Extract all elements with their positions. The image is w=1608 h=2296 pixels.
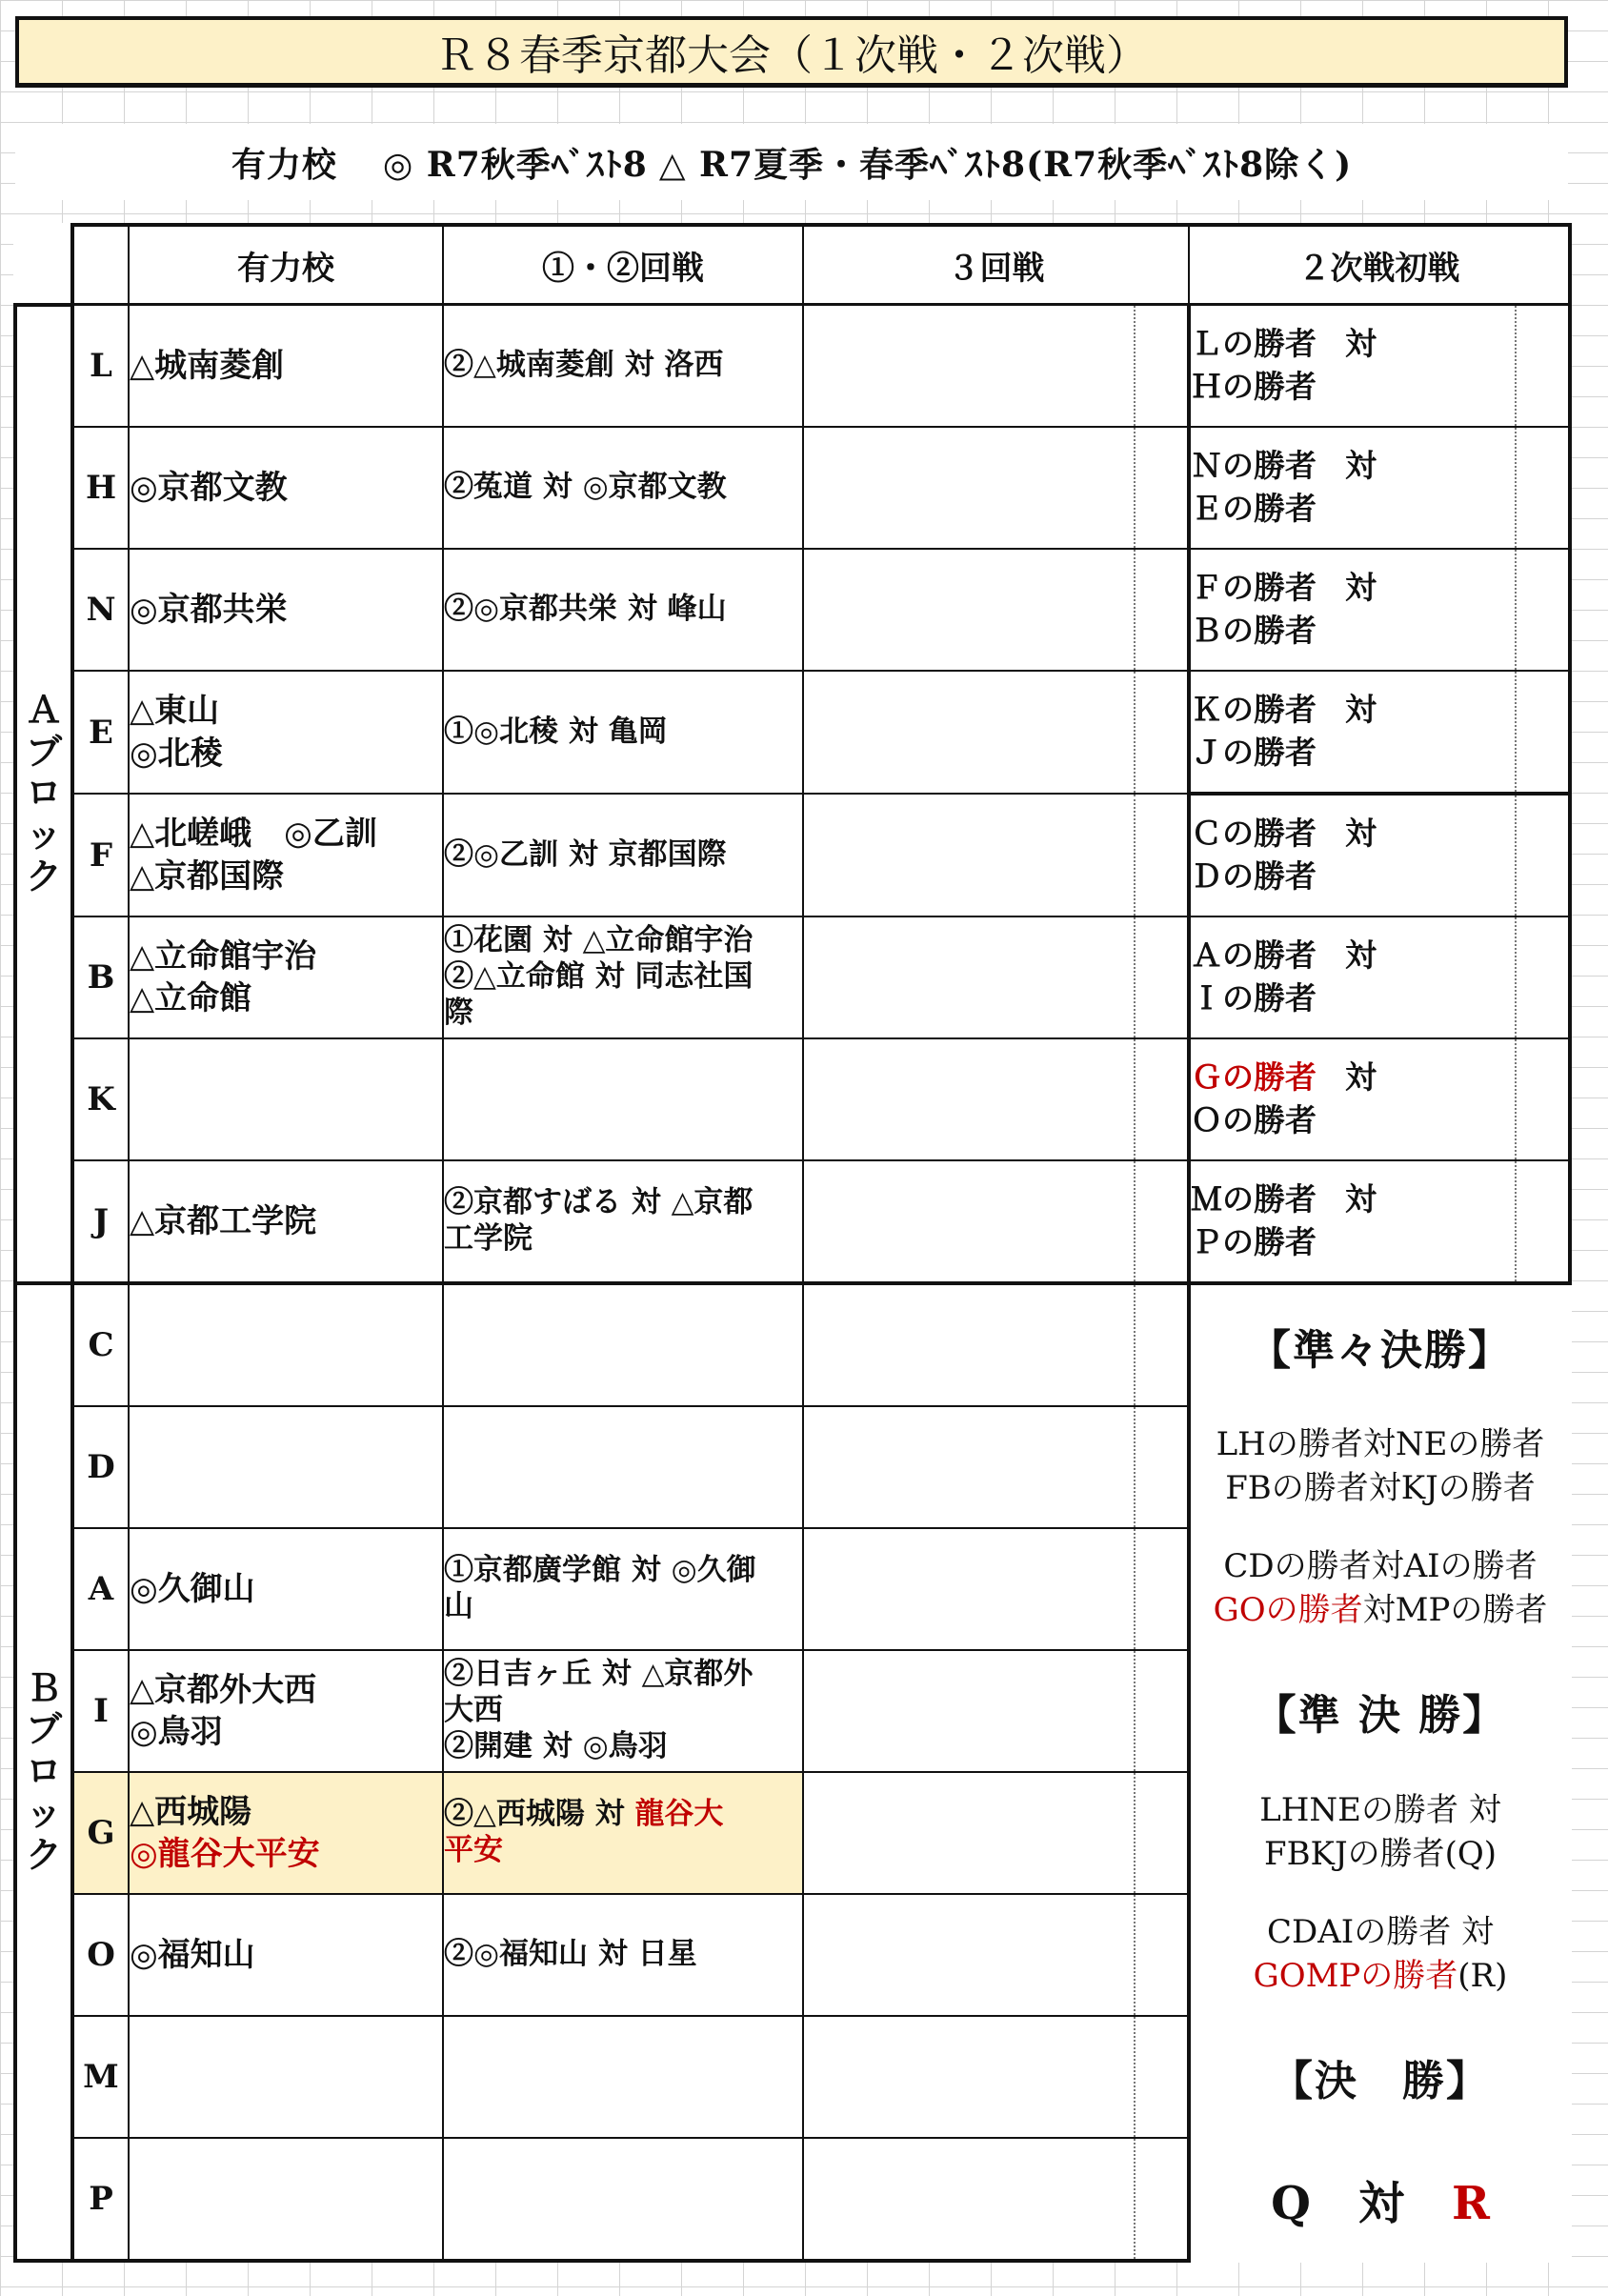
school-cell: ◎久御山 (129, 1528, 443, 1650)
semifinal-match-2: CDAIの勝者 対 GOMPの勝者(R) (1189, 1894, 1570, 2016)
second-round-cell: Ｍの勝者 対 Ｐの勝者 (1189, 1160, 1570, 1283)
match-cell: ②△城南菱創 対 洛西 (443, 305, 803, 428)
quarterfinal-match-1: LHの勝者対NEの勝者 FBの勝者対KJの勝者 (1189, 1406, 1570, 1528)
school-cell (129, 1038, 443, 1160)
header-round3: ３回戦 (803, 225, 1189, 305)
school-cell (129, 2016, 443, 2138)
round3-cell (803, 916, 1189, 1038)
school-cell: ◎福知山 (129, 1894, 443, 2016)
row-letter: D (72, 1406, 129, 1528)
match-cell: ①花園 対 △立命館宇治 ②△立命館 対 同志社国 際 (443, 916, 803, 1038)
row-letter: K (72, 1038, 129, 1160)
match-cell: ②菟道 対 ◎京都文教 (443, 427, 803, 549)
match-cell: ①京都廣学館 対 ◎久御 山 (443, 1528, 803, 1650)
row-letter: J (72, 1160, 129, 1283)
match-cell: ②◎福知山 対 日星 (443, 1894, 803, 2016)
row-letter: I (72, 1650, 129, 1772)
round3-cell (803, 1160, 1189, 1283)
round3-cell (803, 549, 1189, 671)
notice-line (15, 124, 1568, 200)
match-cell (443, 1406, 803, 1528)
row-letter: H (72, 427, 129, 549)
notice-mark2: △ R7夏季・春季ﾍﾞｽﾄ8(R7秋季ﾍﾞｽﾄ8除く) (658, 144, 1353, 185)
row-letter: C (72, 1283, 129, 1406)
round3-cell (803, 427, 1189, 549)
block-b-label: Ｂブロック (15, 1283, 72, 2261)
page-title: Ｒ８春季京都大会（１次戦・２次戦） (15, 16, 1568, 88)
match-cell: ②◎京都共栄 対 峰山 (443, 549, 803, 671)
second-round-cell: Ｆの勝者 対 Ｂの勝者 (1189, 549, 1570, 671)
school-cell: △北嵯峨 ◎乙訓 △京都国際 (129, 794, 443, 916)
quarterfinal-heading: 【準々決勝】 (1189, 1283, 1570, 1406)
row-letter: G (72, 1772, 129, 1894)
match-cell: ②日吉ヶ丘 対 △京都外 大西 ②開建 対 ◎鳥羽 (443, 1650, 803, 1772)
notice-prefix: 有力校 (231, 144, 337, 185)
header-school: 有力校 (129, 225, 443, 305)
round3-cell (803, 794, 1189, 916)
round3-cell (803, 2138, 1189, 2261)
round3-cell (803, 2016, 1189, 2138)
header-round12: ①・②回戦 (443, 225, 803, 305)
block-a-label: Ａブロック (15, 305, 72, 1284)
round3-cell (803, 1406, 1189, 1528)
round3-cell (803, 1038, 1189, 1160)
row-letter: N (72, 549, 129, 671)
row-letter: M (72, 2016, 129, 2138)
match-cell: ①◎北稜 対 亀岡 (443, 671, 803, 794)
match-cell (443, 2138, 803, 2261)
match-cell: ②京都すばる 対 △京都 工学院 (443, 1160, 803, 1283)
row-letter: B (72, 916, 129, 1038)
match-cell: ②◎乙訓 対 京都国際 (443, 794, 803, 916)
round3-cell (803, 305, 1189, 428)
match-cell (443, 2016, 803, 2138)
second-round-cell: Ｎの勝者 対 Ｅの勝者 (1189, 427, 1570, 549)
school-cell: △京都工学院 (129, 1160, 443, 1283)
round3-cell (803, 1894, 1189, 2016)
second-round-cell: Ｌの勝者 対 Ｈの勝者 (1189, 305, 1570, 428)
row-letter: P (72, 2138, 129, 2261)
header-letter (72, 225, 129, 305)
round3-cell (803, 671, 1189, 794)
school-cell (129, 1283, 443, 1406)
second-round-cell: Ｋの勝者 対 Ｊの勝者 (1189, 671, 1570, 794)
final-heading: 【決 勝】 (1189, 2016, 1570, 2138)
second-round-cell: Ａの勝者 対 Ｉの勝者 (1189, 916, 1570, 1038)
final-match: Q 対 R (1189, 2138, 1570, 2261)
semifinal-match-1: LHNEの勝者 対 FBKJの勝者(Q) (1189, 1772, 1570, 1894)
school-cell: △立命館宇治 △立命館 (129, 916, 443, 1038)
header-second-first: ２次戦初戦 (1189, 225, 1570, 305)
header-blank (15, 225, 72, 305)
bracket-table (13, 223, 1572, 2263)
school-cell: △京都外大西 ◎鳥羽 (129, 1650, 443, 1772)
school-cell: △東山 ◎北稜 (129, 671, 443, 794)
row-letter: O (72, 1894, 129, 2016)
round3-cell (803, 1528, 1189, 1650)
match-cell: ②△西城陽 対 龍谷大 平安 (443, 1772, 803, 1894)
school-cell: ◎京都文教 (129, 427, 443, 549)
school-cell: ◎京都共栄 (129, 549, 443, 671)
school-cell: △西城陽 ◎龍谷大平安 (129, 1772, 443, 1894)
row-letter: E (72, 671, 129, 794)
school-cell: △城南菱創 (129, 305, 443, 428)
round3-cell (803, 1650, 1189, 1772)
second-round-cell: Ｇの勝者 対 Ｏの勝者 (1189, 1038, 1570, 1160)
notice-mark1: ◎ R7秋季ﾍﾞｽﾄ8 (382, 144, 648, 185)
second-round-cell: Ｃの勝者 対 Ｄの勝者 (1189, 794, 1570, 916)
school-cell (129, 2138, 443, 2261)
match-cell (443, 1038, 803, 1160)
row-letter: A (72, 1528, 129, 1650)
round3-cell (803, 1283, 1189, 1406)
row-letter: L (72, 305, 129, 428)
quarterfinal-match-2: CDの勝者対AIの勝者 GOの勝者対MPの勝者 (1189, 1528, 1570, 1650)
match-cell (443, 1283, 803, 1406)
semifinal-heading: 【準 決 勝】 (1189, 1650, 1570, 1772)
row-letter: F (72, 794, 129, 916)
school-cell (129, 1406, 443, 1528)
round3-cell (803, 1772, 1189, 1894)
